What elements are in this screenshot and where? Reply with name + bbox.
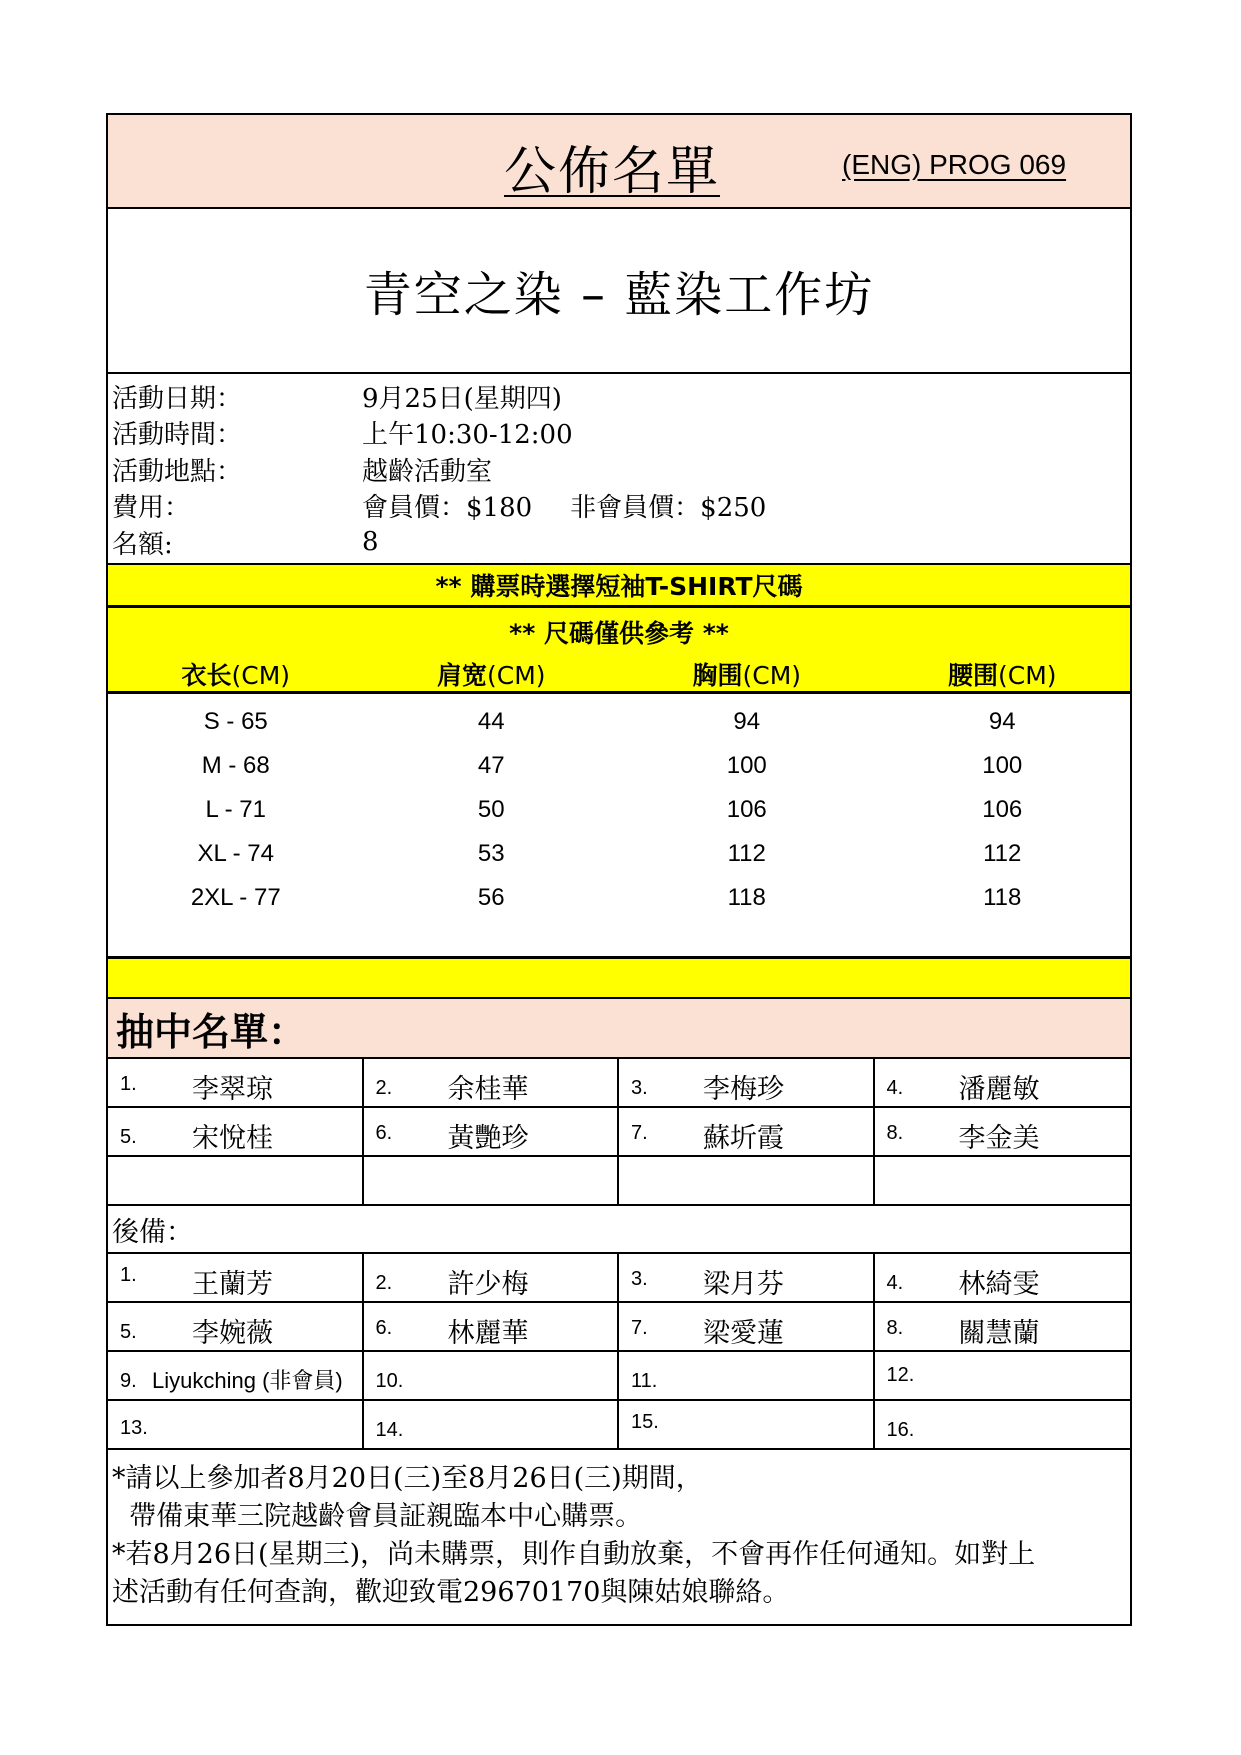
info-label: 活動日期： xyxy=(112,383,243,414)
name-cell: 10. xyxy=(364,1352,620,1399)
standby-list-title: 後備： xyxy=(108,1206,1130,1254)
name-cell: 13. xyxy=(108,1401,364,1448)
name-cell: 5. 李婉薇 xyxy=(108,1303,364,1350)
size-col-header: 肩宽(CM) xyxy=(436,661,546,690)
table-row xyxy=(108,1254,1130,1303)
name-cell: 3. 李梅珍 xyxy=(619,1059,875,1106)
name-cell: 5. 宋悅桂 xyxy=(108,1108,364,1155)
info-label: 活動地點： xyxy=(112,456,243,487)
table-row xyxy=(108,1401,1130,1450)
spacer-bar xyxy=(108,959,1130,999)
nonmember-price: 非會員價：$250 xyxy=(570,493,767,524)
name-cell: 3. 梁月芬 xyxy=(619,1254,875,1301)
name-cell xyxy=(364,1157,620,1204)
note-line: *請以上參加者8月20日(三)至8月26日(三)期間， xyxy=(112,1463,703,1494)
name-cell: 2. 許少梅 xyxy=(364,1254,620,1301)
size-chart xyxy=(108,605,1130,959)
size-row: M - 68 47 100 100 xyxy=(201,752,1023,779)
purchase-notes xyxy=(108,1450,1130,1624)
event-info xyxy=(108,374,1130,563)
name-cell: 4. 潘麗敏 xyxy=(886,1074,1040,1105)
event-title: 青空之染 – 藍染工作坊 xyxy=(363,267,875,323)
info-row-quota xyxy=(108,524,1130,561)
size-chart-header xyxy=(108,608,1130,694)
name-cell: 1. 李翠琼 xyxy=(108,1059,364,1106)
info-row-time xyxy=(108,415,1130,452)
info-value: 上午10:30-12:00 xyxy=(362,420,573,451)
info-value: 8 xyxy=(362,527,379,558)
info-value: 越齡活動室 xyxy=(362,456,493,487)
announcement-sheet xyxy=(106,113,1132,1626)
size-col-header: 腰围(CM) xyxy=(947,661,1057,690)
name-cell: 6. 黃艷珍 xyxy=(364,1108,620,1155)
table-row xyxy=(108,1352,1130,1401)
table-row xyxy=(108,1157,1130,1206)
name-cell: 14. xyxy=(364,1401,620,1448)
size-chart-body xyxy=(108,694,1130,956)
name-cell: 8. 李金美 xyxy=(886,1122,1040,1154)
size-row: 2XL - 77 56 118 118 xyxy=(190,884,1022,911)
size-note: ** 尺碼僅供參考 ** xyxy=(509,619,729,648)
name-cell: 7. 梁愛蓮 xyxy=(619,1303,875,1350)
info-label: 費用： xyxy=(112,493,191,524)
size-col-header: 衣长(CM) xyxy=(181,661,291,690)
drawn-list xyxy=(108,1059,1130,1206)
info-label: 活動時間： xyxy=(112,420,243,451)
info-row-venue xyxy=(108,451,1130,488)
size-row: S - 65 44 94 94 xyxy=(203,708,1016,735)
name-cell: 7. 蘇圻霞 xyxy=(619,1108,875,1155)
table-row xyxy=(108,1303,1130,1352)
info-row-date xyxy=(108,378,1130,415)
name-cell: 15. xyxy=(619,1401,875,1448)
note-line: 述活動有任何查詢，歡迎致電29670170與陳姑娘聯絡。 xyxy=(112,1577,790,1608)
name-cell: 16. xyxy=(886,1419,915,1441)
info-row-fee xyxy=(108,488,1130,525)
table-row xyxy=(108,1059,1130,1108)
drawn-list-title: 抽中名單： xyxy=(108,999,1130,1059)
page-title: 公佈名單 xyxy=(504,142,721,202)
size-col-header: 胸围(CM) xyxy=(692,661,802,690)
name-cell: 2. 余桂華 xyxy=(364,1059,620,1106)
event-title-box xyxy=(108,209,1130,374)
program-code: (ENG) PROG 069 xyxy=(842,149,1067,180)
name-cell: 6. 林麗華 xyxy=(364,1303,620,1350)
table-row xyxy=(108,1108,1130,1157)
name-cell: 9. Liyukching (非會員) xyxy=(108,1352,364,1399)
name-cell xyxy=(875,1157,1131,1204)
note-line: 帶備東華三院越齡會員証親臨本中心購票。 xyxy=(112,1501,643,1532)
note-line: *若8月26日(星期三)，尚未購票，則作自動放棄，不會再作任何通知。如對上 xyxy=(112,1539,1036,1570)
tshirt-note: ** 購票時選擇短袖T-SHIRT尺碼 xyxy=(108,563,1130,605)
info-label: 名額: xyxy=(112,529,173,560)
name-cell: 8. 關慧蘭 xyxy=(886,1317,1040,1349)
name-cell: 1. 王蘭芳 xyxy=(108,1254,364,1301)
standby-list xyxy=(108,1254,1130,1450)
name-cell xyxy=(619,1157,875,1204)
size-row: L - 71 50 106 106 xyxy=(205,796,1023,823)
info-value: 9月25日(星期四) xyxy=(362,383,562,414)
member-price: 會員價：$180 xyxy=(362,493,533,524)
header xyxy=(108,115,1130,209)
name-cell: 4. 林綺雯 xyxy=(886,1269,1040,1300)
name-cell: 11. xyxy=(619,1352,875,1399)
name-cell xyxy=(108,1157,364,1204)
name-cell: 12. xyxy=(886,1364,915,1386)
size-row: XL - 74 53 112 112 xyxy=(197,840,1022,867)
